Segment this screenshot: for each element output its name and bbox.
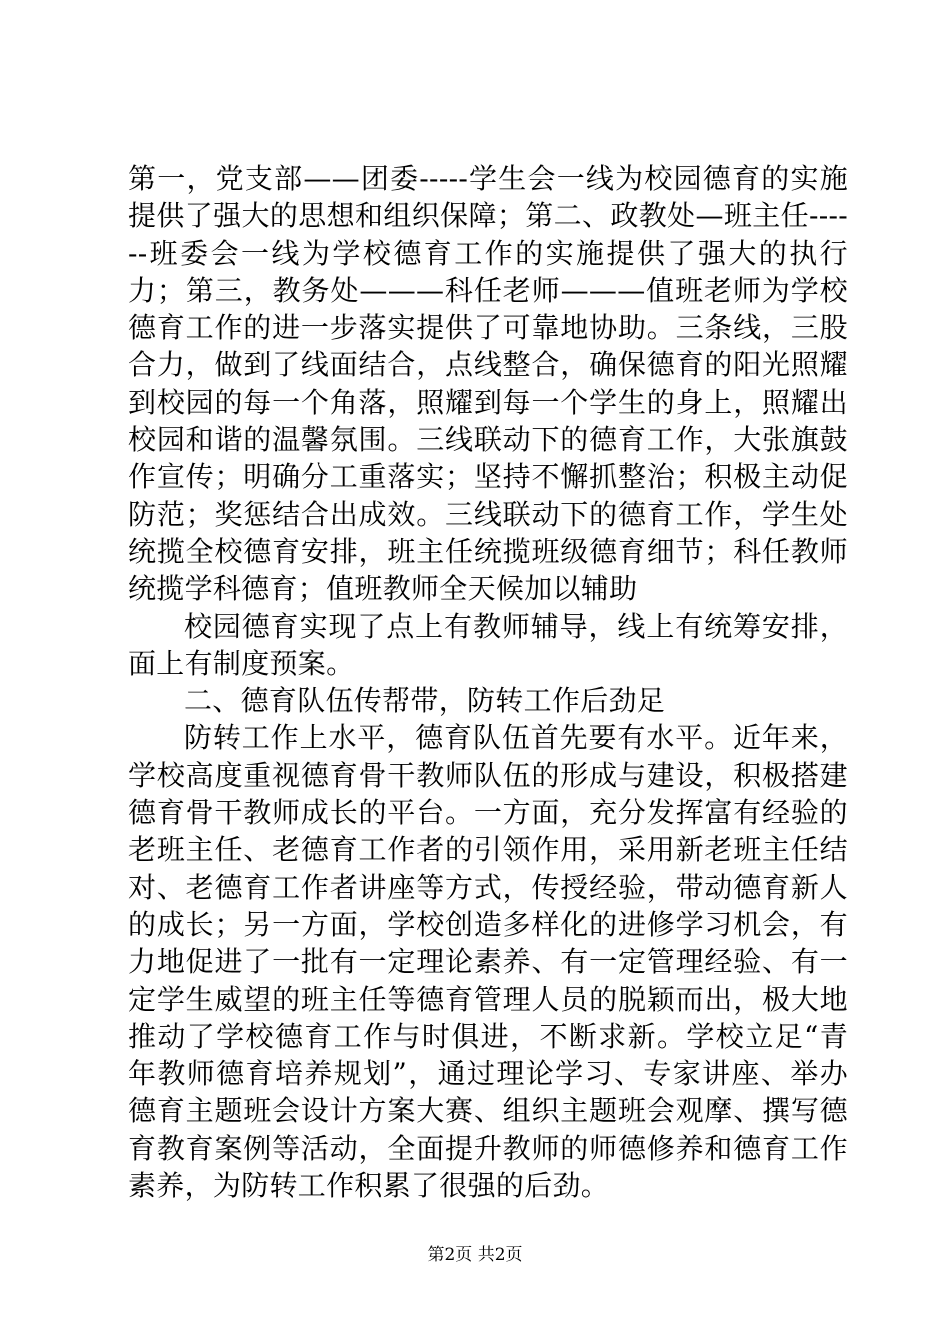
page-number-footer: 第2页 共2页 (427, 1245, 523, 1265)
paragraph-team-building: 防转工作上水平，德育队伍首先要有水平。近年来，学校高度重视德育骨干教师队伍的形成与建设，积极搭建德育骨干教师成长的平台。一方面，充分发挥富有经验的老班主任、老德育工作者的引领作用，采用新老班主任结对、老德育工作者讲座等方式，传授经验，带动德育新人的成长；另一方面，学校创造多样化的进修学习机会，有力地促进了一批有一定理论素养、有一定管理经验、有一定学生威望的班主任等德育管理人员的脱颖而出，极大地推动了学校德育工作与时俱进，不断求新。学校立足“青年教师德育培养规划”，通过理论学习、专家讲座、举办德育主题班会设计方案大赛、组织主题班会观摩、撰写德育教育案例等活动，全面提升教师的师德修养和德育工作素养，为防转工作积累了很强的后劲。 (128, 721, 848, 1203)
paragraph-three-lines: 第一，党支部——团委-----学生会一线为校园德育的实施提供了强大的思想和组织保障；第二、政教处—班主任------班委会一线为学校德育工作的实施提供了强大的执行力；第三，教务处———科任老师———值班老师为学校德育工作的进一步落实提供了可靠地协助。三条线，三股合力，做到了线面结合，点线整合，确保德育的阳光照耀到校园的每一个角落，照耀到每一个学生的身上，照耀出校园和谐的温馨氛围。三线联动下的德育工作，大张旗鼓作宣传；明确分工重落实；坚持不懈抓整治；积极主动促防范；奖惩结合出成效。三线联动下的德育工作，学生处统揽全校德育安排，班主任统揽班级德育细节；科任教师统揽学科德育；值班教师全天候加以辅助 (128, 162, 848, 606)
section-heading-two: 二、德育队伍传帮带，防转工作后劲足 (184, 684, 666, 718)
body-text (128, 160, 848, 1204)
paragraph-campus-moral-education: 校园德育实现了点上有教师辅导，线上有统筹安排，面上有制度预案。 (128, 609, 848, 680)
